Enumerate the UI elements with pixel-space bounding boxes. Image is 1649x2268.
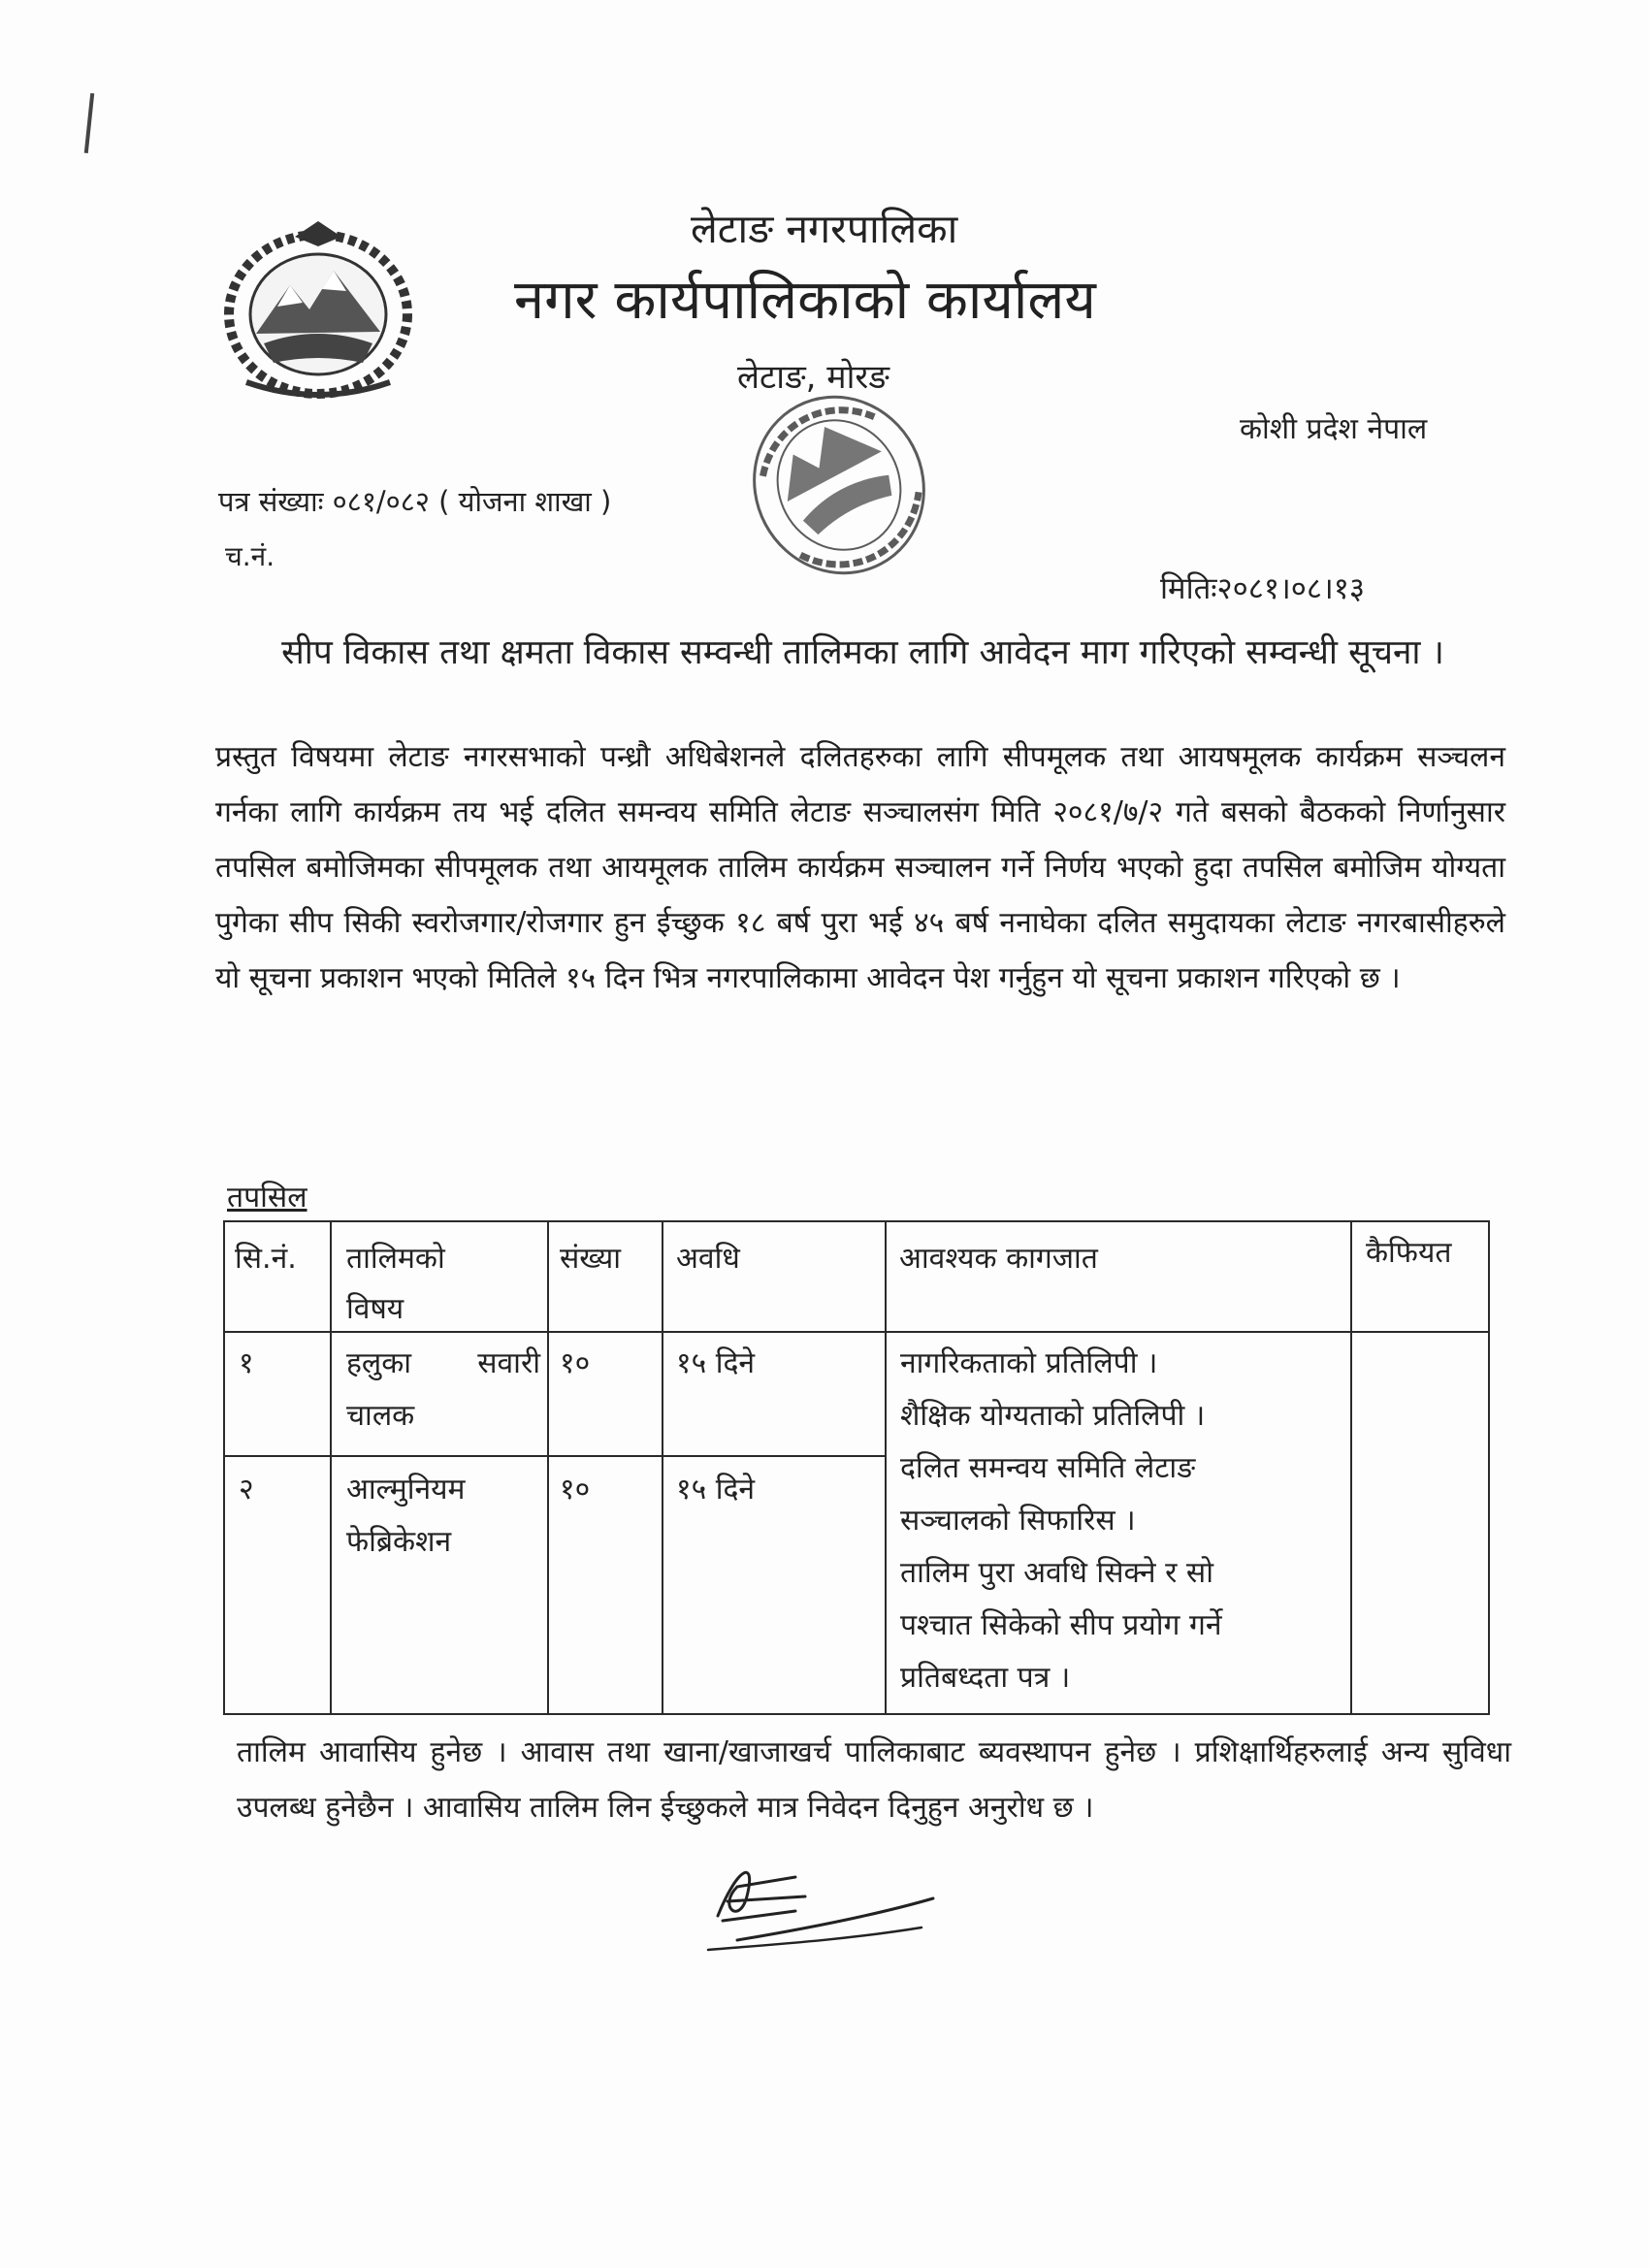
document-item: तालिम पुरा अवधि सिक्ने र सो (900, 1556, 1213, 1590)
table-divider (330, 1222, 332, 1713)
notice-body: प्रस्तुत विषयमा लेटाङ नगरसभाको पन्ध्रौ अधिबेशनले दलितहरुका लागि सीपमूलक तथा आयषमूलक कार्यक्रम सञ्चलन गर्नका लागि कार्यक्रम तय भई दलित समन्वय समिति लेटाङ सञ्चालसंग मिति २०८१/७/२ गते बसको बैठकको निर्णानुसार तपसिल बमोजिमका सीपमूलक तथा आयमूलक तालिम कार्यक्रम सञ्चालन गर्ने निर्णय भएको हुदा तपसिल बमोजिम योग्यता पुगेका सीप सिकी स्वरोजगार/रोजगार हुन ईच्छुक १८ बर्ष पुरा भई ४५ बर्ष ननाघेका दलित समुदायका लेटाङ नगरबासीहरुले यो सूचना प्रकाशन भएको मितिले १५ दिन भित्र नगरपालिकामा आवेदन पेश गर्नुहुन यो सूचना प्रकाशन गरिएको छ । (215, 740, 1505, 995)
row2-count: १० (560, 1473, 591, 1507)
office-location: लेटाङ, मोरङ (737, 358, 889, 397)
row2-subject-line1: आल्मुनियम (346, 1473, 466, 1507)
document-item: पश्चात सिकेको सीप प्रयोग गर्ने (900, 1608, 1222, 1642)
province-name: कोशी प्रदेश नेपाल (1240, 412, 1428, 446)
table-header-border (225, 1331, 1488, 1333)
annex-heading: तपसिल (227, 1181, 307, 1215)
row2-duration: १५ दिने (676, 1473, 756, 1507)
document-item: शैक्षिक योग्यताको प्रतिलिपी । (900, 1399, 1206, 1433)
margin-pen-mark (84, 93, 94, 153)
row1-duration: १५ दिने (676, 1346, 756, 1380)
row1-sn: १ (239, 1346, 254, 1380)
notice-footer: तालिम आवासिय हुनेछ । आवास तथा खाना/खाजाखर्च पालिकाबाट ब्यवस्थापन हुनेछ । प्रशिक्षार्थिहरुलाई अन्य सुविधा उपलब्ध हुनेछैन । आवासिय तालिम लिन ईच्छुकले मात्र निवेदन दिनुहुन अनुरोध छ । (237, 1735, 1511, 1825)
row2-sn: २ (239, 1473, 254, 1507)
dispatch-number: च.नं. (225, 540, 275, 572)
header-remarks: कैफियत (1366, 1236, 1452, 1270)
header-duration: अवधि (676, 1242, 740, 1276)
nepal-emblem-logo (217, 217, 419, 404)
table-row-border (225, 1455, 885, 1457)
training-table (223, 1220, 1490, 1715)
signature-image (679, 1848, 951, 1964)
row1-subject-line1: हलुका सवारी (346, 1346, 540, 1380)
table-divider (662, 1222, 663, 1713)
header-sn: सि.नं. (235, 1242, 297, 1276)
row1-subject-line2: चालक (346, 1399, 415, 1433)
document-item: प्रतिबध्दता पत्र । (900, 1661, 1071, 1695)
document-item: दलित समन्वय समिति लेटाङ (900, 1451, 1196, 1485)
letter-number: पत्र संख्याः ०८१/०८२ ( योजना शाखा ) (218, 485, 612, 518)
table-divider (1350, 1222, 1352, 1713)
municipality-name: लेटाङ नगरपालिका (691, 206, 958, 252)
document-item: नागरिकताको प्रतिलिपी । (900, 1346, 1158, 1380)
office-stamp-seal (747, 383, 931, 587)
office-name: नगर कार्यपालिकाको कार्यालय (514, 269, 1096, 332)
letter-date: मितिः२०८१।०८।१३ (1160, 571, 1365, 606)
header-subject-line1: तालिमको (346, 1242, 445, 1276)
row2-subject-line2: फेब्रिकेशन (346, 1525, 452, 1559)
header-count: संख्या (560, 1242, 621, 1276)
notice-subject: सीप विकास तथा क्षमता विकास सम्वन्धी तालिमका लागि आवेदन माग गरिएको सम्वन्धी सूचना । (281, 633, 1444, 672)
header-subject-line2: विषय (346, 1292, 404, 1326)
table-divider (885, 1222, 887, 1713)
row1-count: १० (560, 1346, 591, 1380)
document-item: सञ्चालको सिफारिस । (900, 1504, 1136, 1538)
table-divider (547, 1222, 549, 1713)
header-documents: आवश्यक कागजात (899, 1242, 1098, 1276)
